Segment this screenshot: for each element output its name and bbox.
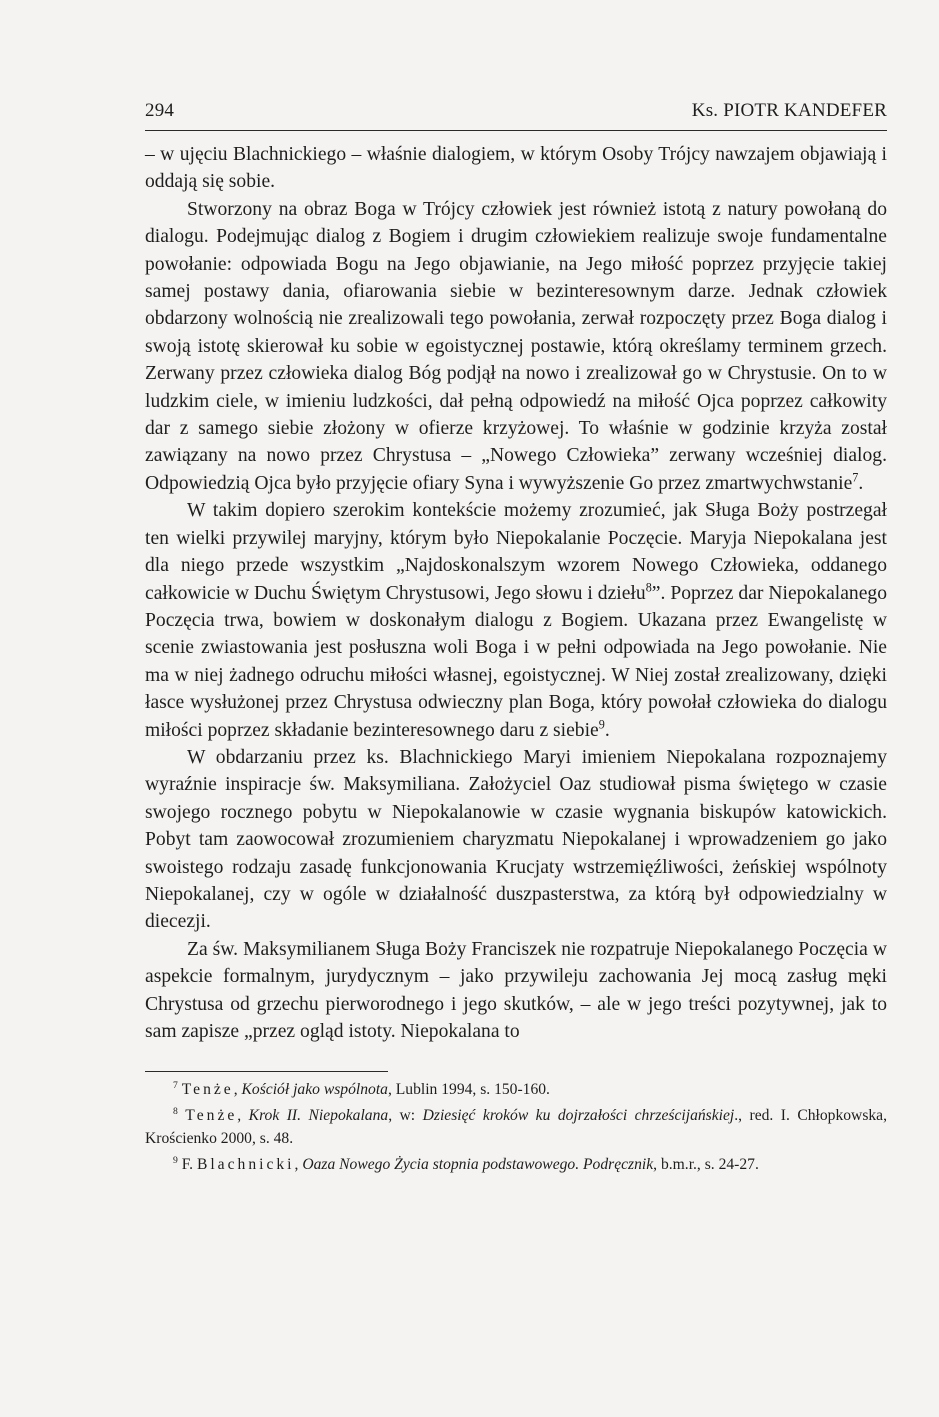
footnote-ref: 7	[852, 470, 859, 485]
text-run: Za św. Maksymilianem Sługa Boży Franciszek nie rozpatruje Niepokalanego Poczęcia w aspekcie formalnym, jurydycznym – jako przywileju zachowania Jej mocą zasług męki Chrystusa od grzechu pierworodnego i jego skutków, – ale w jego treści pozytywnej, jak to sam zapisze „przez ogląd istoty. Niepokalana to	[145, 938, 887, 1042]
spaced-author: Blachnicki	[196, 1155, 295, 1173]
text-run: .	[858, 472, 864, 494]
text-run: , w:	[388, 1106, 423, 1124]
text-run: ,	[233, 1081, 242, 1099]
italic-title: Krok II. Niepokalana	[248, 1106, 389, 1124]
footnote	[145, 1153, 887, 1177]
italic-title: Oaza Nowego Życia stopnia podstawowego. Podręcznik	[302, 1155, 654, 1173]
text-run: W takim dopiero szerokim kontekście możemy zrozumieć, jak Sługa Boży postrzegał ten wielki przywilej maryjny, którym było Niepokalanie Poczęcie. Maryja Niepokalana jest dla niego przede wszystkim „Najdoskonalszym wzorem Nowego Człowieka, oddanego całkowicie w Duchu Świętym Chrystusowi, Jego słowu i dziełu	[145, 500, 887, 604]
text-run: – w ujęciu Blachnickiego – właśnie dialogiem, w którym Osoby Trójcy nawzajem objawiają i oddają się sobie.	[145, 144, 887, 193]
italic-title: Dziesięć kroków ku dojrzałości chrześcijańskiej	[422, 1106, 735, 1124]
footnote-ref: 7	[173, 1080, 178, 1092]
footnote-ref: 8	[173, 1105, 178, 1117]
italic-title: Kościół jako wspólnota	[241, 1081, 388, 1099]
text-run: ,	[237, 1106, 249, 1124]
footnotes	[145, 1078, 887, 1176]
text-run: Stworzony na obraz Boga w Trójcy człowiek jest również istotą z natury powołaną do dialogu. Podejmując dialog z Bogiem i drugim człowiekiem realizuje swoje fundamentalne powołanie: odpowiada Bogu na Jego objawianie, na Jego miłość poprzez przyjęcie takiej samej postawy dania, ofiarowania siebie w bezinteresownym darze. Jednak człowiek obdarzony wolnością nie zrealizowali tego powołania, zerwał rozpoczęty przez Boga dialog i swoją istotę skierował ku sobie w egoistycznej postawie, którą określamy terminem grzech. Zerwany przez człowieka dialog Bóg podjął na nowo i zrealizował go w Chrystusie. On to w ludzkim ciele, w imieniu ludzkości, dał pełną odpowiedź na miłość Ojca poprzez całkowity dar z samego siebie złożony w ofierze krzyżowej. To właśnie w godzinie krzyża został zawiązany na nowo przez Chrystusa – „Nowego Człowieka” zerwany wcześniej dialog. Odpowiedzią Ojca było przyjęcie ofiary Syna i wywyższenie Go przez zmartwychwstanie	[145, 198, 887, 494]
text-run: , Lublin 1994, s. 150-160.	[387, 1081, 550, 1099]
footnote-ref: 9	[598, 717, 605, 731]
page-number: 294	[145, 100, 175, 121]
running-header	[145, 100, 887, 131]
spaced-author: Tenże	[181, 1081, 234, 1099]
text-run: ,	[294, 1155, 303, 1173]
footnote	[145, 1104, 887, 1151]
footnote-ref: 9	[173, 1154, 178, 1166]
text-run: .	[604, 719, 610, 741]
footnote-ref: 8	[645, 579, 652, 594]
text-run: ., red. I. Chłopkowska, Krościenko 2000, s. 48.	[145, 1106, 887, 1148]
book-page	[145, 100, 887, 1176]
spaced-author: Tenże	[185, 1106, 238, 1124]
paragraph	[145, 936, 887, 1046]
text-run: ”. Poprzez dar Niepokalanego Poczęcia trwa, bowiem w doskonałym dialogu z Bogiem. Ukazana przez Ewangelistę w scenie zwiastowania jest posłuszna woli Boga i w pełni odpowiada na Jego powołanie. Nie ma w niej żadnego odruchu miłości własnej, egoistycznej. W Niej został zrealizowany, dzięki łasce wysłużonej przez Chrystusa odwieczny plan Boga, który powołał człowieka do dialogu miłości poprzez składanie bezinteresownego daru z siebie	[145, 582, 887, 741]
footnote-divider	[145, 1071, 388, 1072]
running-head-author: Ks. PIOTR KANDEFER	[691, 100, 887, 121]
footnote	[145, 1078, 887, 1102]
paragraph	[145, 141, 887, 196]
text-run: F.	[177, 1155, 197, 1173]
paragraph	[145, 497, 887, 744]
paragraph	[145, 744, 887, 936]
text-run: , b.m.r., s. 24-27.	[653, 1155, 759, 1173]
text-run: W obdarzaniu przez ks. Blachnickiego Maryi imieniem Niepokalana rozpoznajemy wyraźnie inspiracje św. Maksymiliana. Założyciel Oaz studiował pisma świętego w czasie swojego rocznego pobytu w Niepokalanowie w czasie wygnania biskupów katowickich. Pobyt tam zaowocował zrozumieniem charyzmatu Niepokalanej i wprowadzeniem go jako swoistego rodzaju zasadę funkcjonowania Krucjaty wstrzemięźliwości, żeńskiej wspólnoty Niepokalanej, czy w ogóle w działalność duszpasterstwa, za którą był odpowiedzialny w diecezji.	[145, 746, 887, 933]
paragraph	[145, 196, 887, 497]
main-text	[145, 141, 887, 1045]
